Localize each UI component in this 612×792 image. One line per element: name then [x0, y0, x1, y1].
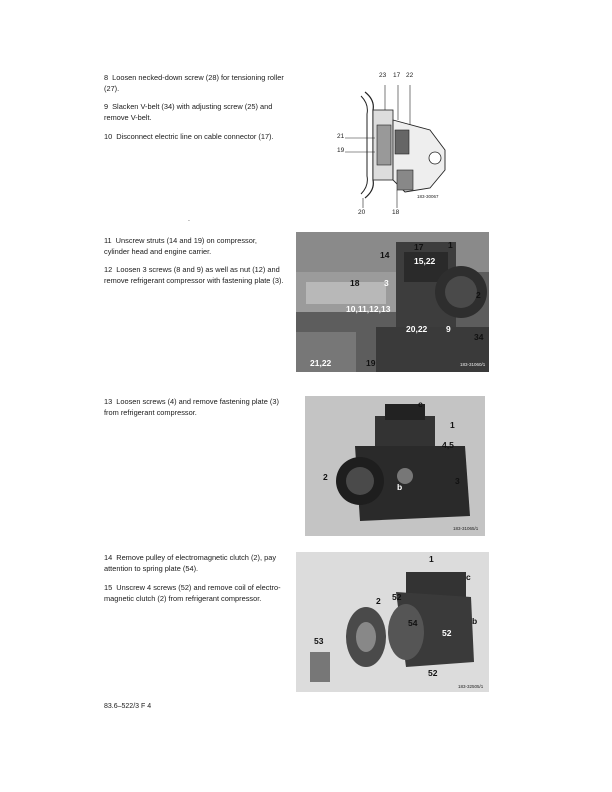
callout-b: b: [472, 616, 478, 626]
step-number: 15: [104, 583, 113, 592]
callout-3: 3: [384, 278, 389, 288]
figure-compressor-in-engine: [296, 232, 489, 372]
callout-1: 1: [429, 554, 434, 564]
step-10: [104, 131, 289, 142]
callout-4-5: 4,5: [442, 440, 454, 450]
step-number: 11: [104, 236, 112, 245]
step-number: 14: [104, 553, 113, 562]
callout-14: 14: [380, 250, 390, 260]
step-number: 13: [104, 397, 113, 406]
step-14: [104, 552, 284, 574]
callout-9: 9: [446, 324, 451, 334]
step-number: 9: [104, 102, 109, 111]
step-11: [104, 235, 284, 257]
callout-53: 53: [314, 636, 324, 646]
figure-electromagnetic-clutch: [296, 552, 489, 692]
figure-tensioning-roller-drawing: [335, 70, 450, 220]
callout-34: 34: [474, 332, 484, 342]
photo-shapes: [296, 552, 489, 692]
step-text: Loosen screws (4) and remove fastening plate (3) from refrigerant compressor.: [104, 397, 279, 417]
step-text: Loosen 3 screws (8 and 9) as well as nut (12) and remove refrigerant compressor with fastening plate (3).: [104, 265, 284, 285]
step-9: [104, 101, 284, 123]
callout-52-top: 52: [392, 592, 402, 602]
callout-c: c: [418, 399, 423, 409]
callout-10-11-12-13: 10,11,12,13: [346, 304, 391, 314]
step-number: 12: [104, 265, 113, 274]
callout-1: 1: [450, 420, 455, 430]
step-13: [104, 396, 284, 418]
callout-1: 1: [448, 240, 453, 250]
figure-ref: 183-32505/1: [458, 684, 484, 689]
step-15: [104, 582, 284, 604]
callout-18: 18: [350, 278, 360, 288]
label-23: 23: [379, 72, 387, 79]
step-text: Slacken V-belt (34) with adjusting screw (25) and remove V-belt.: [104, 102, 273, 122]
label-19: 19: [337, 147, 345, 154]
callout-2: 2: [476, 290, 481, 300]
callout-c: c: [466, 572, 471, 582]
step-text: Unscrew struts (14 and 19) on compressor, cylinder head and engine carrier.: [104, 236, 257, 256]
callout-19: 19: [366, 358, 376, 368]
figure-ref: 183-30067: [417, 194, 439, 199]
label-21: 21: [337, 133, 345, 140]
page-footer: 83.6–522/3 F 4: [104, 703, 152, 710]
step-text: Unscrew 4 screws (52) and remove coil of electro-magnetic clutch (2) from refrigerant compressor.: [104, 583, 281, 603]
photo-shapes: [296, 232, 489, 372]
callout-3: 3: [455, 476, 460, 486]
label-17: 17: [393, 72, 401, 79]
callout-2: 2: [376, 596, 381, 606]
step-8: [104, 72, 284, 94]
callout-20-22: 20,22: [406, 324, 428, 334]
callout-54: 54: [408, 618, 418, 628]
label-22: 22: [406, 72, 414, 79]
label-20: 20: [358, 209, 366, 216]
label-18: 18: [392, 209, 400, 216]
callout-15-22: 15,22: [414, 256, 436, 266]
callout-21-22: 21,22: [310, 358, 332, 368]
figure-ref: 183-31065/1: [453, 526, 479, 531]
step-text: Remove pulley of electromagnetic clutch (2), pay attention to spring plate (54).: [104, 553, 277, 573]
step-number: 8: [104, 73, 109, 82]
callout-2: 2: [323, 472, 328, 482]
figure-compressor-fastening-plate: [305, 396, 485, 536]
stray-dot: .: [188, 216, 190, 223]
callout-52-bottom: 52: [428, 668, 438, 678]
step-12: [104, 264, 286, 286]
figure-ref: 183-31060/1: [460, 362, 486, 367]
photo-shapes: [305, 396, 485, 536]
callout-b: b: [397, 482, 403, 492]
step-number: 10: [104, 132, 113, 141]
callout-52-mid: 52: [442, 628, 452, 638]
step-text: Disconnect electric line on cable connector (17).: [116, 132, 274, 141]
step-text: Loosen necked-down screw (28) for tensioning roller (27).: [104, 73, 284, 93]
callout-17: 17: [414, 242, 424, 252]
